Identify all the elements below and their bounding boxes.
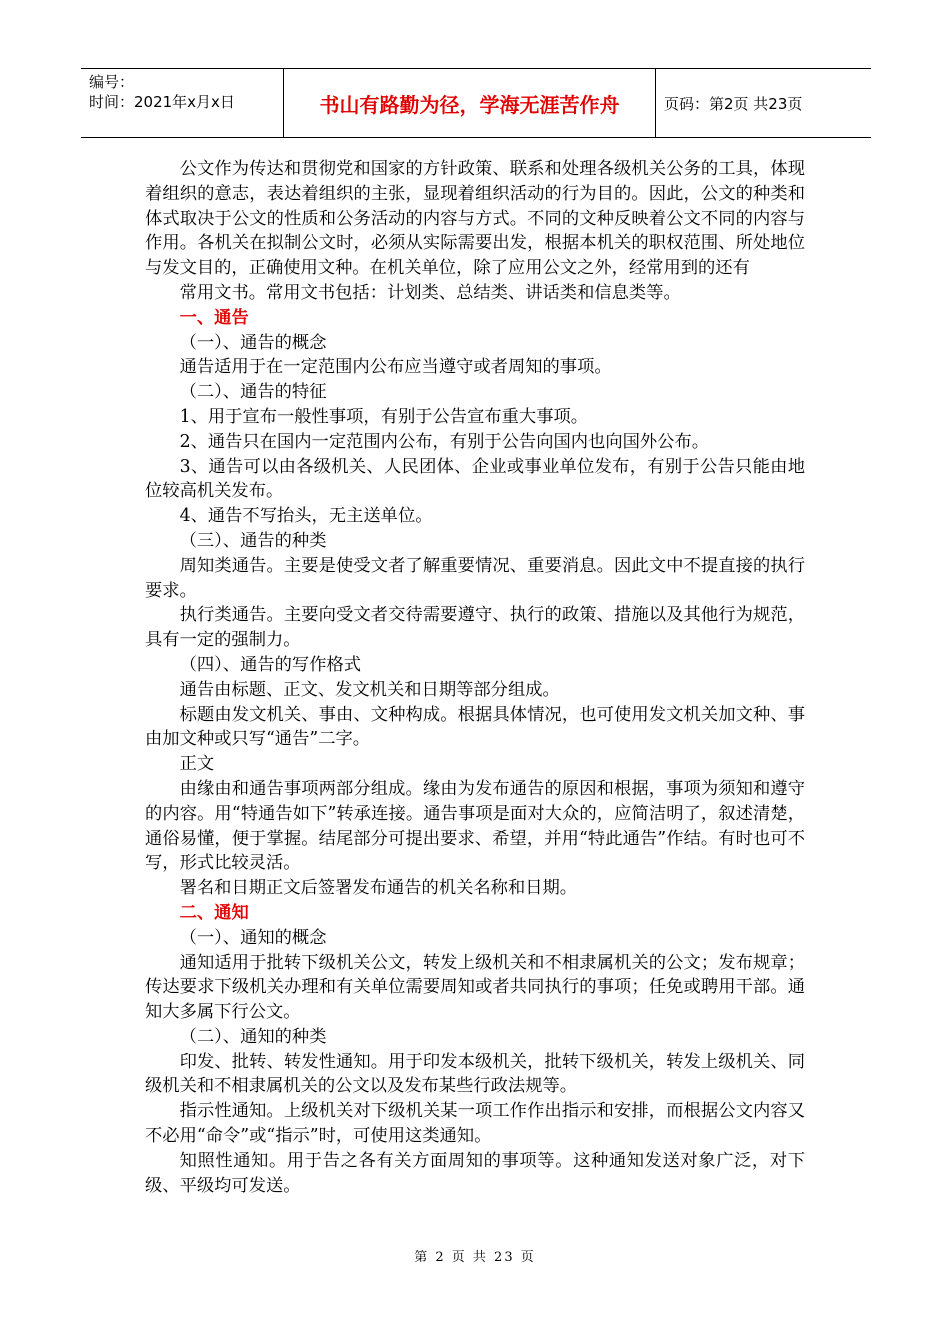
section-heading: 二、通知 — [179, 902, 249, 923]
document-body — [145, 157, 805, 1198]
subsection-heading: （一）、通告的概念 — [179, 332, 327, 353]
body-paragraph: 正文 — [179, 754, 215, 775]
body-paragraph: 2、通告只在国内一定范围内公布，有别于公告向国内也向国外公布。 — [179, 431, 710, 452]
body-paragraph: 3、通告可以由各级机关、人民团体、企业或事业单位发布，有别于公告只能由地位较高机关发布。 — [145, 456, 805, 502]
section-heading: 一、通告 — [179, 307, 249, 328]
body-paragraph: 通告由标题、正文、发文机关和日期等部分组成。 — [179, 679, 560, 700]
body-paragraph: 知照性通知。用于告之各有关方面周知的事项等。这种通知发送对象广泛，对下级、平级均可发送。 — [145, 1150, 805, 1196]
header-motto: 书山有路勤为径，学海无涯苦作舟 — [284, 69, 656, 137]
body-paragraph: 周知类通告。主要是使受文者了解重要情况、重要消息。因此文中不提直接的执行要求。 — [145, 555, 805, 601]
header-page-number: 页码：第2页 共23页 — [664, 94, 803, 113]
body-paragraph: 执行类通告。主要向受文者交待需要遵守、执行的政策、措施以及其他行为规范，具有一定的强制力。 — [145, 605, 805, 651]
body-paragraph: 常用文书。常用文书包括：计划类、总结类、讲话类和信息类等。 — [179, 282, 681, 303]
body-paragraph: 通告适用于在一定范围内公布应当遵守或者周知的事项。 — [179, 357, 612, 378]
page-footer: 第 2 页 共 23 页 — [414, 1250, 536, 1265]
subsection-heading: （二）、通告的特征 — [179, 382, 327, 403]
body-paragraph: 印发、批转、转发性通知。用于印发本级机关，批转下级机关，转发上级机关、同级机关和不相隶属机关的公文以及发布某些行政法规等。 — [145, 1051, 805, 1097]
header-time: 时间：2021年x月x日 — [89, 93, 235, 111]
body-paragraph: 由缘由和通告事项两部分组成。缘由为发布通告的原因和根据，事项为须知和遵守的内容。用“特通告如下”转承连接。通告事项是面对大众的，应简洁明了，叙述清楚，通俗易懂，便于掌握。结尾部分可提出要求、希望，并用“特此通告”作结。有时也可不写，形式比较灵活。 — [145, 778, 805, 874]
subsection-heading: （四）、通告的写作格式 — [179, 654, 362, 675]
subsection-heading: （二）、通知的种类 — [179, 1026, 327, 1047]
body-paragraph: 指示性通知。上级机关对下级机关某一项工作作出指示和安排，而根据公文内容又不必用“命令”或“指示”时，可使用这类通知。 — [145, 1101, 805, 1147]
body-paragraph: 署名和日期正文后签署发布通告的机关名称和日期。 — [179, 878, 578, 899]
page-header — [81, 68, 871, 138]
subsection-heading: （三）、通告的种类 — [179, 530, 327, 551]
body-paragraph: 4、通告不写抬头，无主送单位。 — [179, 506, 433, 527]
body-paragraph: 通知适用于批转下级机关公文，转发上级机关和不相隶属机关的公文；发布规章；传达要求下级机关办理和有关单位需要周知或者共同执行的事项；任免或聘用干部。通知大多属下行公文。 — [145, 952, 805, 1023]
subsection-heading: （一）、通知的概念 — [179, 927, 327, 948]
body-paragraph: 公文作为传达和贯彻党和国家的方针政策、联系和处理各级机关公务的工具，体现着组织的意志，表达着组织的主张，显现着组织活动的行为目的。因此，公文的种类和体式取决于公文的性质和公务活动的内容与方式。不同的文种反映着公文不同的内容与作用。各机关在拟制公文时，必须从实际需要出发，根据本机关的职权范围、所处地位与发文目的，正确使用文种。在机关单位，除了应用公文之外，经常用到的还有 — [145, 159, 805, 279]
body-paragraph: 标题由发文机关、事由、文种构成。根据具体情况，也可使用发文机关加文种、事由加文种或只写“通告”二字。 — [145, 704, 805, 750]
header-number: 编号： — [89, 73, 135, 91]
header-meta — [81, 69, 284, 137]
body-paragraph: 1、用于宣布一般性事项，有别于公告宣布重大事项。 — [179, 406, 589, 427]
